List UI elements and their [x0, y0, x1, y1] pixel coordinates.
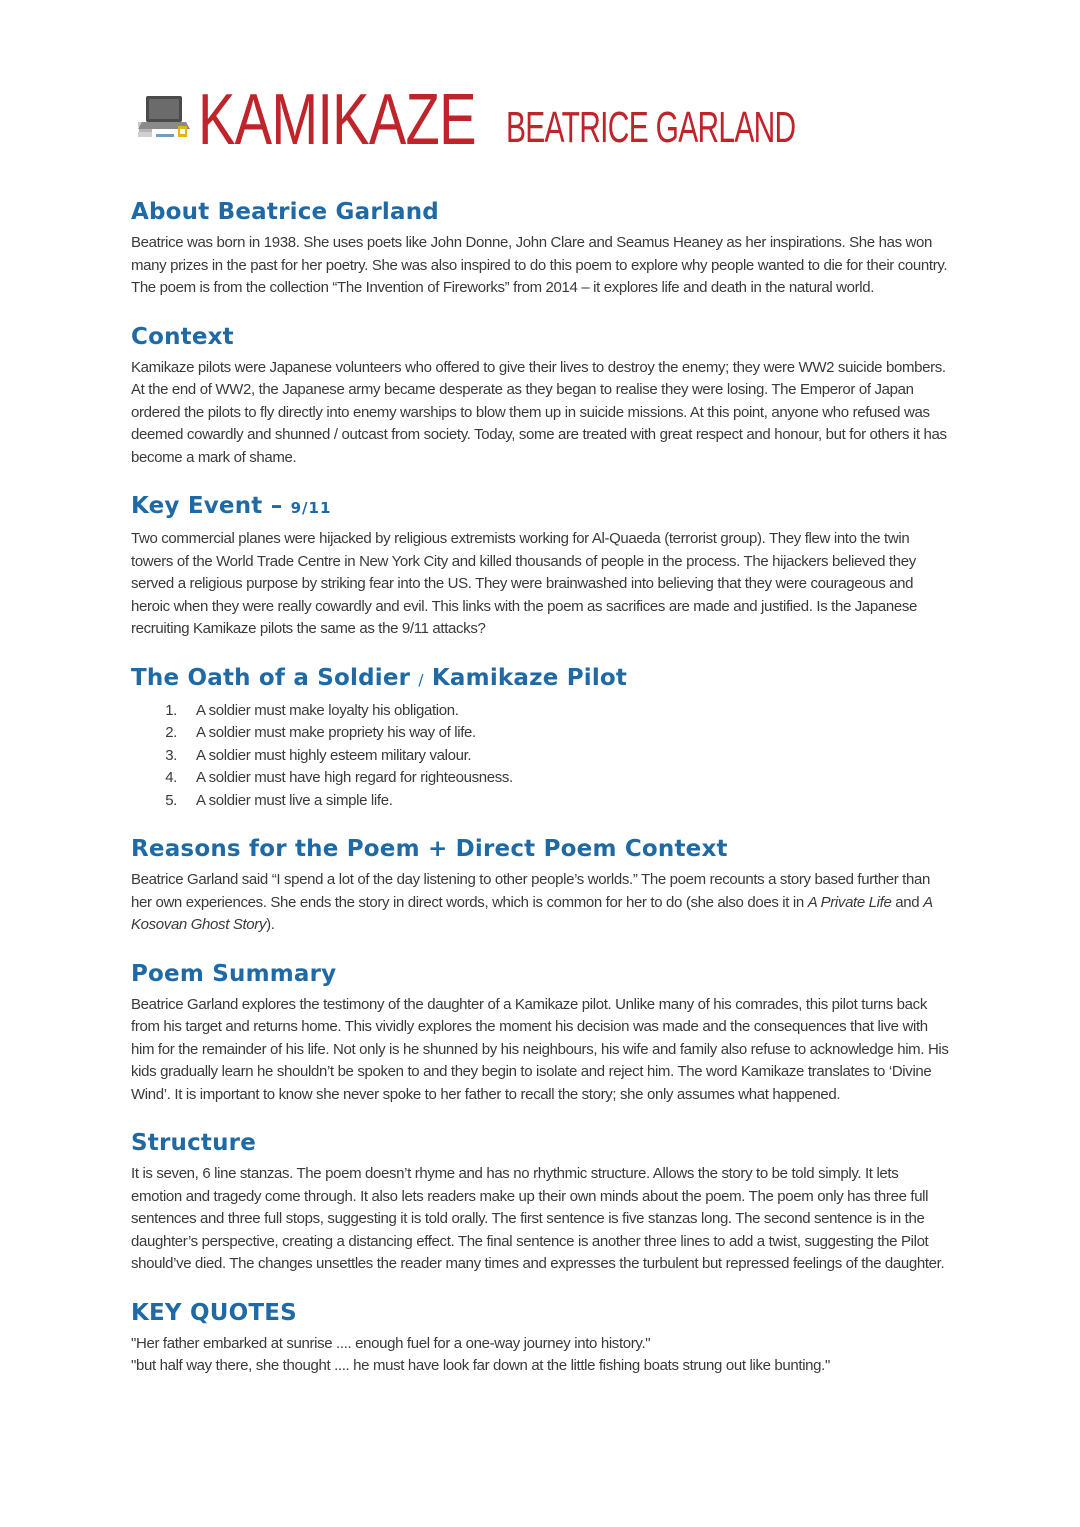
list-number: 2.: [165, 724, 177, 741]
heading-separator: /: [418, 670, 424, 689]
quote-line: "but half way there, she thought .... he must have look far down at the little fishing boats strung out like bunting.": [131, 1357, 830, 1374]
section-text: Beatrice Garland explores the testimony of the daughter of a Kamikaze pilot. Unlike many of his comrades, this pilot turns back from his target and returns home. This vividly explores the moment his decision was made and the consequences that live with him for the remainder of his life. Not only is he shunned by his neighbours, his wife and family also refuse to acknowledge him. His kids gradually learn he shouldn’t be spoken to and they begin to isolate and reject him. The word Kamikaze translates to ‘Divine Wind’. It is important to know she never spoke to her father to recall the story; she only assumes what happened.: [131, 995, 949, 1103]
section-oath: [131, 662, 951, 813]
list-item: [131, 790, 951, 813]
section-text: [131, 869, 951, 937]
list-item: [131, 722, 951, 745]
list-number: 4.: [165, 769, 177, 786]
heading-date: 9/11: [290, 499, 332, 517]
section-text: Two commercial planes were hijacked by religious extremists working for Al-Quaeda (terrorist group). They flew into the twin towers of the World Trade Centre in New York City and killed thousands of people in the process. The hijackers believed they served a religious purpose by striking fear into the US. They were brainwashed into believing that they were courageous and heroic when they were really cowardly and evil. This links with the poem as sacrifices are made and justified. Is the Japanese recruiting Kamikaze pilots the same as the 9/11 attacks?: [131, 530, 918, 637]
section-heading: Poem Summary: [131, 960, 337, 987]
list-number: 5.: [165, 791, 177, 809]
poem-title: A Private Life: [807, 893, 892, 911]
section-text: [131, 1333, 951, 1378]
section-quotes: [131, 1297, 951, 1378]
page-title: KAMIKAZE: [198, 80, 476, 160]
list-item: [131, 745, 951, 768]
section-heading: [131, 490, 951, 524]
list-text: A soldier must make loyalty his obligation.: [196, 701, 459, 719]
list-item: [131, 700, 951, 723]
section-heading: Structure: [131, 1130, 257, 1156]
text-run: and: [891, 893, 924, 911]
section-context: [131, 321, 951, 470]
oath-list: [131, 700, 951, 813]
section-key-event: [131, 490, 951, 641]
text-run: Beatrice Garland said “I spend a lot of the day listening to other people’s worlds.” The poem recounts a story based further than her own experiences. She ends the story in direct words, which is common for her to do (she also does it in: [131, 871, 930, 911]
heading-text: The Oath of a Soldier: [131, 664, 411, 691]
laptop-books-icon: [136, 82, 192, 142]
section-heading: [131, 662, 951, 696]
quote-line: "Her father embarked at sunrise .... enough fuel for a one-way journey into history.": [131, 1334, 651, 1352]
section-heading: Reasons for the Poem + Direct Poem Context: [131, 836, 728, 862]
poem-title: A Kosovan Ghost Story: [131, 893, 933, 933]
list-text: A soldier must highly esteem military valour.: [196, 746, 472, 764]
heading-text: Kamikaze Pilot: [431, 664, 628, 691]
list-text: A soldier must make propriety his way of life.: [196, 724, 476, 741]
list-text: A soldier must live a simple life.: [196, 791, 393, 809]
section-structure: [131, 1127, 951, 1276]
section-heading: KEY QUOTES: [131, 1299, 297, 1326]
list-number: 3.: [165, 746, 177, 764]
section-about: [131, 196, 951, 300]
section-text: It is seven, 6 line stanzas. The poem doesn’t rhyme and has no rhythmic structure. Allows the story to be told simply. It lets emotion and tragedy come through. It also lets readers make up their own minds about the poem. The poem only has three full sentences and three full stops, suggesting it is told orally. The first sentence is five stanzas long. The second sentence is in the daughter’s perspective, creating a distancing effect. The final sentence is another three lines to add a twist, suggesting the Pilot should’ve died. The changes unsettles the reader many times and expresses the turbulent but repressed feelings of the daughter.: [131, 1165, 945, 1272]
section-summary: [131, 958, 951, 1107]
author-name: BEATRICE GARLAND: [506, 103, 796, 152]
section-reasons: [131, 833, 951, 937]
section-text: Kamikaze pilots were Japanese volunteers who offered to give their lives to destroy the enemy; they were WW2 suicide bombers. At the end of WW2, the Japanese army became desperate as they began to realise they were losing. The Emperor of Japan ordered the pilots to fly directly into enemy warships to blow them up in suicide missions. At this point, anyone who refused was deemed cowardly and shunned / outcast from society. Today, some are treated with great respect and honour, but for others it has become a mark of shame.: [131, 358, 947, 466]
text-run: ).: [266, 916, 275, 933]
document-body: [131, 196, 951, 1399]
section-heading: About Beatrice Garland: [131, 199, 439, 225]
list-item: [131, 767, 951, 790]
section-heading: Context: [131, 323, 234, 350]
list-text: A soldier must have high regard for righteousness.: [196, 769, 513, 786]
document-header: [136, 72, 932, 160]
list-number: 1.: [165, 701, 177, 719]
section-text: Beatrice was born in 1938. She uses poets like John Donne, John Clare and Seamus Heaney as her inspirations. She has won many prizes in the past for her poetry. She was also inspired to do this poem to explore why people wanted to die for their country. The poem is from the collection “The Invention of Fireworks” from 2014 – it explores life and death in the natural world.: [131, 234, 948, 296]
heading-text: Key Event –: [131, 493, 283, 519]
